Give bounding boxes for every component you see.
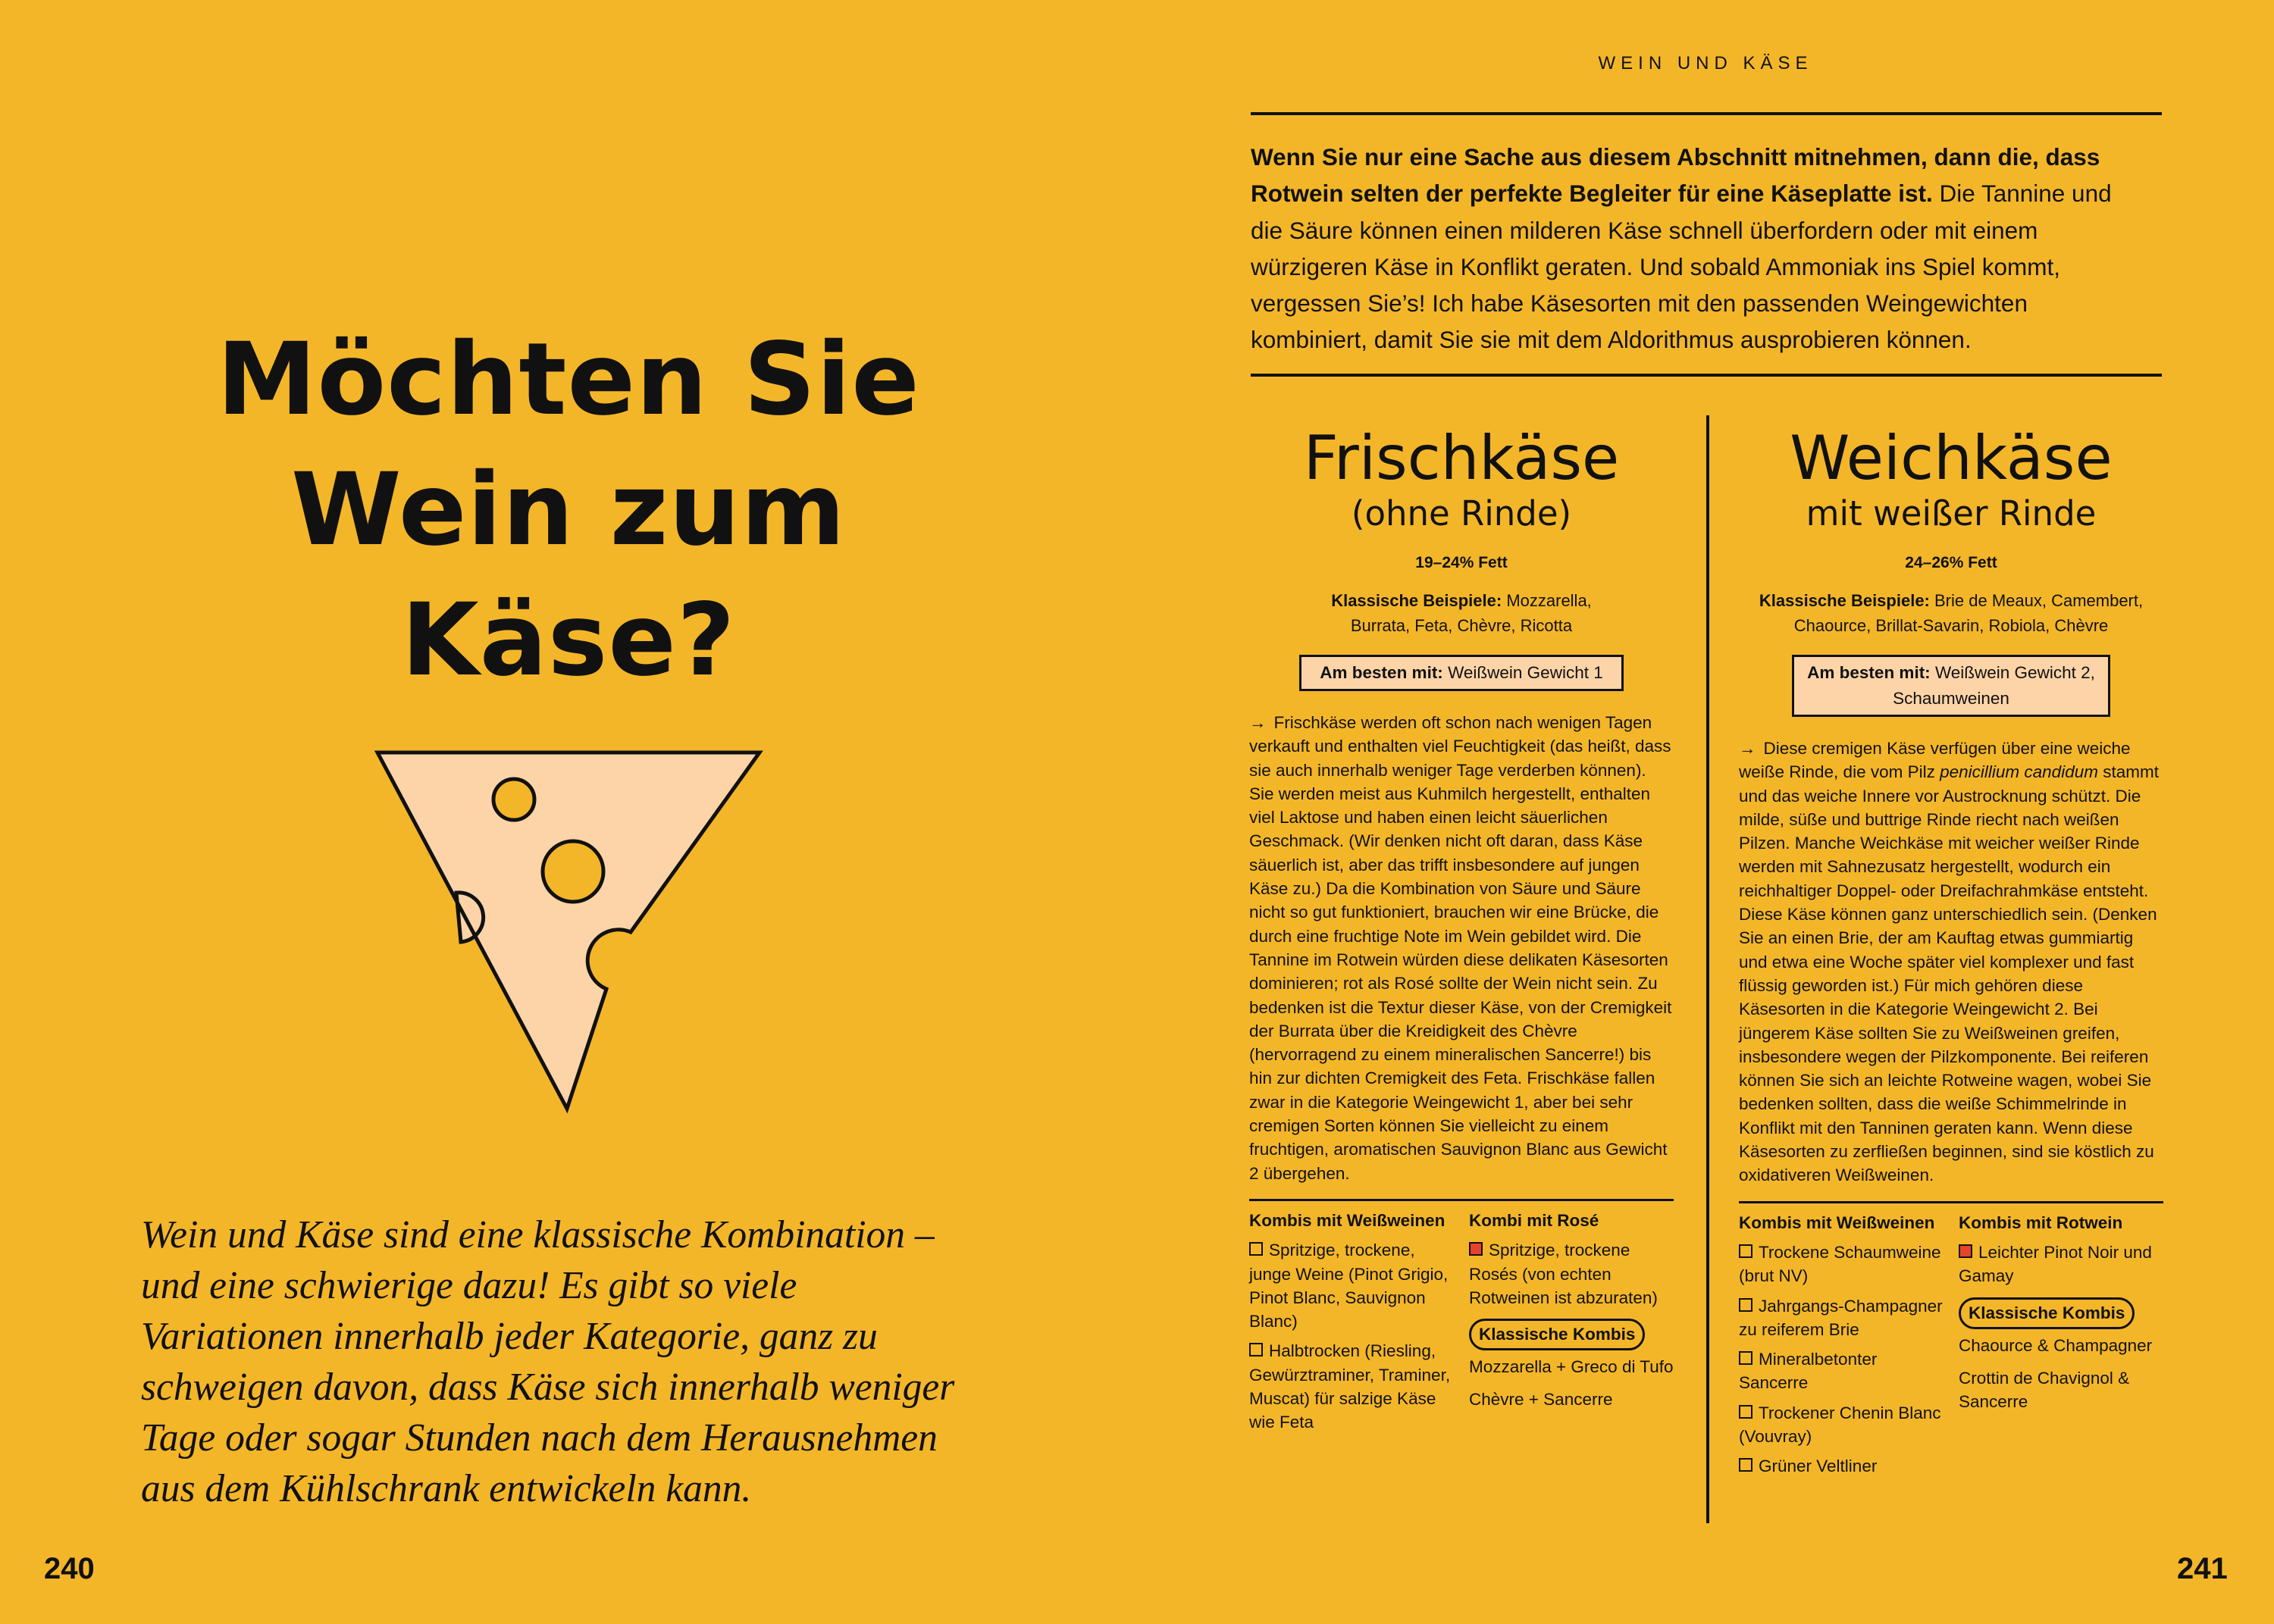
list-item-text: Spritzige, trockene Rosés (von echten Rotweinen ist abzuraten) xyxy=(1469,1241,1658,1307)
col2-kombi-red-head: Kombis mit Rotwein xyxy=(1959,1213,2123,1232)
col1-best-with-box xyxy=(1299,655,1624,691)
list-item xyxy=(1249,1339,1454,1434)
lead-bold: Wenn Sie nur eine Sache aus diesem Abschnitt mitnehmen, dann die, dass Rotwein selten der perfekte Begleiter für eine Käseplatte ist. xyxy=(1251,143,2100,208)
list-item-text: Mineralbetonter Sancerre xyxy=(1739,1350,1878,1393)
classic-item: Chaource & Champagner xyxy=(1959,1335,2153,1355)
intro-line: schweigen davon, dass Käse sich innerhalb weniger xyxy=(141,1366,955,1409)
intro-line: und eine schwierige dazu! Es gibt so viele xyxy=(141,1264,797,1307)
col2-fat: 24–26% Fett xyxy=(1905,554,1997,571)
column-weichkaese xyxy=(1739,424,2163,1485)
col2-examples-text: Brie de Meaux, Camembert, Chaource, Brillat-Savarin, Robiola, Chèvre xyxy=(1793,591,2144,635)
list-item xyxy=(1739,1401,1944,1449)
list-item xyxy=(1739,1294,1944,1342)
arrow-right-icon: → xyxy=(1739,739,1756,758)
top-rule xyxy=(1251,112,2162,115)
list-item xyxy=(1249,1238,1454,1333)
col2-kombi-red xyxy=(1959,1211,2163,1485)
checkbox-icon xyxy=(1249,1343,1263,1356)
list-item xyxy=(1959,1241,2163,1288)
col1-subtitle: (ohne Rinde) xyxy=(1351,493,1572,534)
checkbox-icon xyxy=(1739,1458,1752,1472)
headline-line-2: Wein zum xyxy=(291,452,846,568)
col1-body xyxy=(1249,711,1674,1185)
column-divider xyxy=(1706,415,1709,1523)
lead-text: Die Tannine und die Säure können einen milderen Käse schnell überfordern oder mit einem würzigeren Käse in Konflikt geraten. Und sobald Ammoniak ins Spiel kommt, vergessen Sie’s! Ich habe Käsesorten mit den passenden Weingewichten kombiniert, damit Sie sie mit dem Aldorithmus ausprobieren können. xyxy=(1251,180,2112,354)
checkbox-red-icon xyxy=(1959,1244,1972,1258)
col1-classic-pill: Klassische Kombis xyxy=(1469,1319,1645,1350)
intro-paragraph xyxy=(141,1209,1005,1514)
col2-title: Weichkäse xyxy=(1790,423,2113,493)
col1-kombi-rose xyxy=(1469,1209,1674,1441)
headline-line-1: Möchten Sie xyxy=(217,321,920,438)
checkbox-icon xyxy=(1739,1244,1752,1258)
column-frischkaese xyxy=(1249,424,1674,1441)
col2-body xyxy=(1739,737,2163,1187)
lead-bottom-rule xyxy=(1251,374,2162,377)
col2-best-text: Weißwein Gewicht 2, Schaumweinen xyxy=(1893,663,2095,708)
page-number-right: 241 xyxy=(2177,1552,2228,1585)
list-item-text: Trockener Chenin Blanc (Vouvray) xyxy=(1739,1403,1941,1447)
col1-examples xyxy=(1249,588,1674,638)
col1-title: Frischkäse xyxy=(1303,423,1620,493)
list-item-text: Jahrgangs-Champagner zu reiferem Brie xyxy=(1739,1296,1943,1339)
col2-classic-pill: Klassische Kombis xyxy=(1959,1297,2135,1329)
lead-paragraph xyxy=(1251,139,2149,358)
list-item-text: Halbtrocken (Riesling, Gewürztraminer, Traminer, Muscat) für salzige Käse wie Feta xyxy=(1249,1341,1451,1432)
col1-best-label: Am besten mit: xyxy=(1320,663,1443,682)
col1-kombi-white xyxy=(1249,1209,1454,1441)
col2-body-text-b: stammt und das weiche Innere vor Austrocknung schützt. Die milde, süße und buttrige Rinde riecht nach weißen Pilzen. Manche Weichkäse mit weicher weißer Rinde werden mit Sahnezusatz hergestellt, wodurch ein reichhaltiger Doppel- oder Dreifachrahmkäse entsteht. Diese Käse können ganz unterschiedlich sein. (Denken Sie an einen Brie, der am Kauftag etwas gummiartig und etwa eine Woche später viel komplexer und fast flüssig geworden ist.) Für mich gehören diese Käsesorten in die Kategorie Weingewicht 2. Bei jüngerem Käse sollten Sie zu Weißweinen greifen, insbesondere wegen der Pilzkomponente. Bei reiferen können Sie sich an leichte Rotweine wagen, wobei Sie bedenken sollten, dass die weiße Schimmelrinde in Konflikt mit den Tanninen geraten kann. Wenn diese Käsesorten zu zerfließen beginnen, sind sie köstlich zu oxidativeren Weißweinen. xyxy=(1739,762,2159,1185)
list-item-text: Spritzige, trockene, junge Weine (Pinot Grigio, Pinot Blanc, Sauvignon Blanc) xyxy=(1249,1241,1449,1331)
running-head: WEIN UND KÄSE xyxy=(1598,53,1813,74)
col2-examples-label: Klassische Beispiele: xyxy=(1759,591,1930,610)
list-item-text: Leichter Pinot Noir und Gamay xyxy=(1959,1242,2152,1286)
cheese-wedge-illustration xyxy=(371,746,766,1118)
list-item xyxy=(1469,1238,1674,1310)
col1-examples-text: Mozzarella, Burrata, Feta, Chèvre, Ricotta xyxy=(1350,591,1592,635)
checkbox-icon xyxy=(1739,1351,1752,1365)
col2-body-italic: penicillium candidum xyxy=(1940,762,2098,782)
page-number-left: 240 xyxy=(44,1552,95,1585)
headline xyxy=(190,314,948,706)
col1-best-text: Weißwein Gewicht 1 xyxy=(1442,663,1603,682)
cheese-hole-small xyxy=(493,779,534,820)
list-item-text: Trockene Schaumweine (brut NV) xyxy=(1739,1242,1941,1286)
col2-best-label: Am besten mit: xyxy=(1807,663,1931,682)
col2-subtitle: mit weißer Rinde xyxy=(1806,493,2097,534)
col2-examples xyxy=(1739,588,2163,638)
col1-kombi-rose-head: Kombi mit Rosé xyxy=(1469,1210,1599,1230)
list-item xyxy=(1739,1347,1944,1395)
intro-line: Variationen innerhalb jeder Kategorie, ganz zu xyxy=(141,1315,878,1358)
checkbox-red-icon xyxy=(1469,1242,1483,1256)
intro-line: Tage oder sogar Stunden nach dem Herausnehmen xyxy=(141,1416,938,1460)
headline-line-3: Käse? xyxy=(401,582,736,699)
checkbox-icon xyxy=(1739,1405,1752,1419)
col1-examples-label: Klassische Beispiele: xyxy=(1331,591,1502,610)
classic-item: Crottin de Chavignol & Sancerre xyxy=(1959,1368,2130,1412)
col1-kombi-white-head: Kombis mit Weißweinen xyxy=(1249,1210,1446,1230)
col1-kombis xyxy=(1249,1199,1674,1441)
arrow-right-icon: → xyxy=(1249,713,1267,732)
list-item xyxy=(1739,1241,1944,1288)
classic-item: Chèvre + Sancerre xyxy=(1469,1390,1613,1410)
intro-line: Wein und Käse sind eine klassische Kombination – xyxy=(141,1213,935,1256)
checkbox-icon xyxy=(1249,1242,1263,1256)
col2-kombis xyxy=(1739,1201,2163,1485)
col2-body-text-a: Diese cremigen Käse verfügen über eine weiche weiße Rinde, die vom Pilz xyxy=(1739,739,2131,782)
col2-best-with-box xyxy=(1792,655,2110,717)
list-item-text: Grüner Veltliner xyxy=(1759,1457,1878,1476)
col2-kombi-white-head: Kombis mit Weißweinen xyxy=(1739,1213,1935,1232)
intro-line: aus dem Kühlschrank entwickeln kann. xyxy=(141,1467,752,1510)
col2-kombi-white xyxy=(1739,1211,1944,1485)
list-item xyxy=(1739,1454,1944,1478)
col1-body-text: Frischkäse werden oft schon nach wenigen Tagen verkauft und enthalten viel Feuchtigkeit (das heißt, dass sie auch innerhalb weniger Tage verderben können). Sie werden meist aus Kuhmilch hergestellt, enthalten viel Laktose und haben einen leicht säuerlichen Geschmack. (Wir denken nicht oft daran, dass Käse säuerlich ist, aber das trifft insbesondere auf jungen Käse zu.) Da die Kombination von Säure und Säure nicht so gut funktioniert, brauchen wir eine Brücke, die durch eine fruchtige Note im Wein gebildet wird. Die Tannine im Rotwein würden diese delikaten Käsesorten dominieren; rot als Rosé sollte der Wein nicht sein. Zu bedenken ist die Textur dieser Käse, von der Cremigkeit der Burrata über die Kreidigkeit des Chèvre (hervorragend zu einem mineralischen Sancerre!) bis hin zur dichten Cremigkeit des Feta. Frischkäse fallen zwar in die Kategorie Weingewicht 1, aber bei sehr cremigen Sorten können Sie vielleicht zu einem fruchtigen, aromatischen Sauvignon Blanc aus Gewicht 2 übergehen. xyxy=(1249,713,1672,1183)
cheese-hole-large xyxy=(543,841,603,902)
checkbox-icon xyxy=(1739,1298,1752,1312)
col1-fat: 19–24% Fett xyxy=(1415,554,1508,571)
classic-item: Mozzarella + Greco di Tufo xyxy=(1469,1357,1674,1377)
